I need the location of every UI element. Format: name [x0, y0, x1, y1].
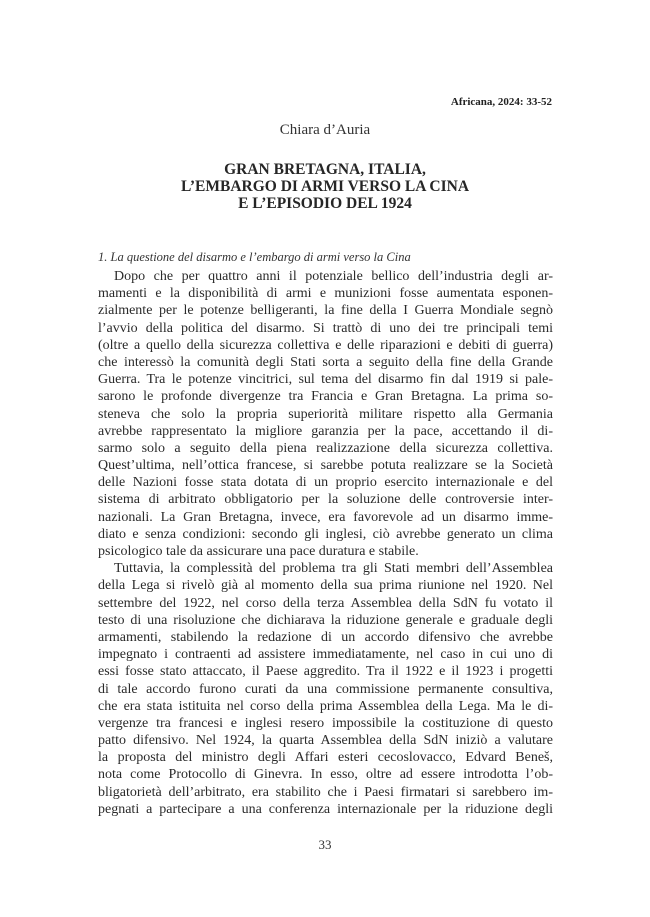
text-line: Quest’ultima, nell’ottica francese, si sarebbe potuta realizzare se la Società	[98, 458, 553, 474]
text-line: bligatorietà dell’arbitrato, era stabilito che i Paesi firmatari si sarebbero im-	[98, 784, 553, 800]
text-line: sarmo solo a seguito della piena realizzazione della sicurezza collettiva.	[98, 440, 553, 456]
article-title	[0, 161, 650, 212]
text-line: steneva che solo la propria superiorità militare rispetto alla Germania	[98, 406, 553, 422]
text-line: pegnati a partecipare a una conferenza internazionale per la riduzione degli	[98, 801, 553, 817]
section-heading: 1. La questione del disarmo e l’embargo di armi verso la Cina	[98, 250, 411, 264]
text-line: che era stata istituita nel corso della prima Assemblea della Lega. Ma le di-	[98, 698, 553, 714]
body-text	[98, 268, 553, 818]
text-line: armamenti, stabilendo la redazione di un accordo difensivo che avrebbe	[98, 629, 553, 645]
text-line: essi fosse stato attaccato, il Paese aggredito. Tra il 1922 e il 1923 i progetti	[98, 664, 553, 680]
text-line: che interessò la comunità degli Stati sorta a seguito della fine della Grande	[98, 354, 553, 370]
title-line: L’EMBARGO DI ARMI VERSO LA CINA	[180, 178, 470, 195]
text-line: della Lega si rivelò già al momento della sua prima riunione nel 1920. Nel	[98, 578, 553, 594]
text-line: (oltre a quello della sicurezza collettiva e delle riparazioni e debiti di guerra)	[98, 337, 553, 353]
text-line: diato e senza condizioni: secondo gli inglesi, ciò avrebbe generato un clima	[98, 526, 553, 542]
text-line: sarono le profonde divergenze tra Francia e Gran Bretagna. La prima so-	[98, 389, 553, 405]
text-line: mamenti e la disponibilità di armi e munizioni fosse aumentata esponen-	[98, 286, 553, 302]
text-line: avrebbe rappresentato la migliore garanzia per la pace, accettando il di-	[98, 423, 553, 439]
page-number: 33	[318, 837, 332, 852]
text-line: vergenze tra francesi e inglesi resero impossibile la costituzione di questo	[98, 715, 553, 731]
text-line: impegnato i contraenti ad assistere immediatamente, nel caso in cui uno di	[98, 647, 553, 663]
text-line: zialmente per le potenze belligeranti, la fine della I Guerra Mondiale segnò	[98, 303, 553, 319]
title-line: E L’EPISODIO DEL 1924	[238, 195, 412, 212]
text-line: sistema di arbitrato obbligatorio per la soluzione delle controversie inter-	[98, 492, 553, 508]
text-line: patto difensivo. Nel 1924, la quarta Assemblea della SdN iniziò a valutare	[98, 733, 553, 749]
text-line: di tale accordo furono curati da una commissione permanente consultiva,	[98, 681, 553, 697]
text-line: la proposta del ministro degli Affari esteri cecoslovacco, Edvard Beneš,	[98, 750, 553, 766]
text-line: Tuttavia, la complessità del problema tra gli Stati membri dell’Assemblea	[114, 561, 553, 577]
text-line: Dopo che per quattro anni il potenziale bellico dell’industria degli ar-	[114, 269, 553, 284]
title-line: GRAN BRETAGNA, ITALIA,	[224, 161, 426, 178]
text-line: psicologico tale da assicurare una pace duratura e stabile.	[98, 544, 419, 559]
text-line: delle Nazioni fosse stata dotata di un proprio esercito internazionale e del	[98, 475, 553, 491]
journal-reference: Africana, 2024: 33-52	[450, 96, 552, 108]
text-line: settembre del 1922, nel corso della terza Assemblea della SdN fu votato il	[98, 595, 553, 611]
author-name: Chiara d’Auria	[279, 122, 371, 138]
text-line: nota come Protocollo di Ginevra. In esso, oltre ad essere introdotta l’ob-	[98, 767, 553, 783]
text-line: l’avvio della politica del disarmo. Si trattò di uno dei tre principali temi	[98, 320, 553, 336]
text-line: nazionali. La Gran Bretagna, invece, era favorevole ad un disarmo imme-	[98, 509, 553, 525]
text-line: Guerra. Tra le potenze vincitrici, sul tema del disarmo fin dal 1919 si pale-	[98, 372, 553, 388]
text-line: testo di una risoluzione che dichiarava la riduzione generale e graduale degli	[98, 612, 553, 628]
